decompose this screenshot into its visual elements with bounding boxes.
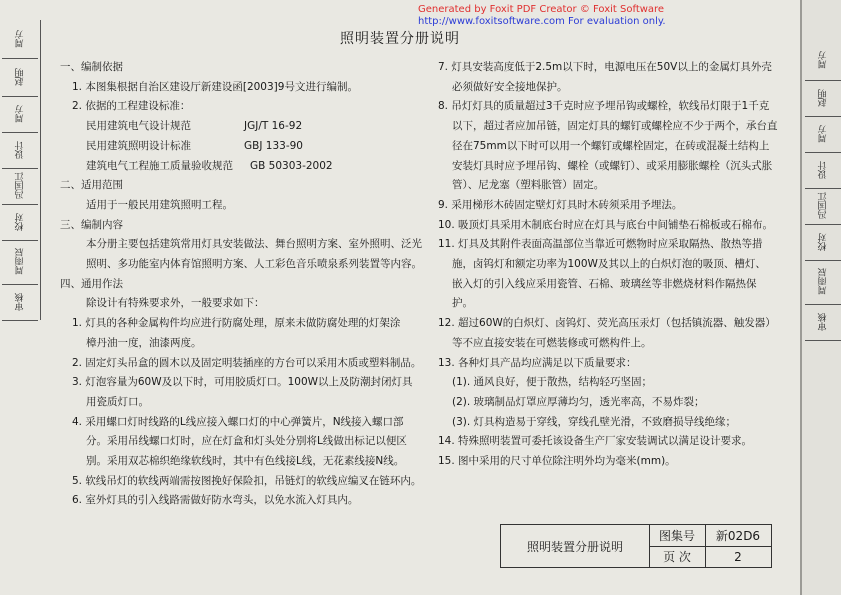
sidebar-cell: 设计	[2, 132, 38, 169]
sidebar-cell: 周雨辰	[805, 260, 841, 305]
paragraph-line: 管）、尼龙塞（塑料胀管）固定。	[452, 179, 605, 192]
list-item: 10. 吸顶灯具采用木制底台时应在灯具与底台中间铺垫石棉板或石棉布。	[438, 218, 774, 231]
paragraph-line: 分。采用吊线螺口灯时，应在灯盒和灯头处分别将L线做出标记以便区	[86, 435, 407, 448]
paragraph-line: 嵌入灯的引入线应采用瓷管、石棉、玻璃丝等非燃烧材料作隔热保	[452, 277, 757, 290]
left-column	[60, 58, 422, 511]
standard-name: 建筑电气工程施工质量验收规范	[86, 159, 233, 172]
sidebar-cell: 周方	[805, 116, 841, 153]
list-item: 3. 灯泡容量为60W及以下时，可用胶质灯口。100W以上及防潮封闭灯具	[72, 376, 413, 389]
standard-row	[60, 137, 400, 157]
title-block-name: 照明装置分册说明	[501, 525, 650, 567]
paragraph-line: 除设计有特殊要求外，一般要求如下：	[86, 297, 265, 310]
section-heading: 一、编制依据	[60, 61, 123, 73]
list-item: 5. 软线吊灯的软线两端需按图挽好保险扣，吊链灯的软线应编叉在链环内。	[72, 474, 422, 487]
section-heading: 四、通用作法	[60, 277, 123, 290]
standard-code: GB 50303-2002	[250, 159, 333, 172]
atlas-label: 图集号	[649, 525, 706, 546]
list-item: 12. 超过60W的白炽灯、卤钨灯、荧光高压汞灯（包括镇流器、触发器）	[438, 317, 776, 330]
standard-code: GBJ 133-90	[244, 139, 303, 152]
standard-code: JGJ/T 16-92	[244, 120, 303, 133]
list-item: 15. 图中采用的尺寸单位除注明外均为毫米(mm)。	[438, 455, 676, 468]
standard-row	[60, 117, 400, 137]
list-item: 1. 灯具的各种金属构件均应进行防腐处理，原来未做防腐处理的灯架涂	[72, 317, 401, 330]
paragraph-line: (1). 通风良好，便于散热，结构轻巧坚固；	[452, 376, 653, 389]
list-item: 9. 采用梯形木砖固定壁灯灯具时木砖须采用予埋法。	[438, 198, 683, 211]
list-item: 2. 固定灯头吊盒的圆木以及固定明装插座的方台可以采用木质或塑料制品。	[72, 356, 422, 369]
sidebar-cell: 周方	[805, 40, 841, 81]
sidebar-cell: 周方	[2, 20, 38, 59]
list-item: 1. 本图集根据自治区建设厅新建设函[2003]9号文进行编制。	[72, 80, 358, 93]
paragraph-line: 护。	[452, 297, 473, 310]
paragraph-line: 樟丹油一度，油漆两度。	[86, 336, 202, 349]
page-title: 照明装置分册说明	[340, 31, 460, 47]
list-item: 6. 室外灯具的引入线路需做好防水弯头，以免水流入灯具内。	[72, 494, 359, 507]
list-item: 11. 灯具及其附件表面高温部位当靠近可燃物时应采取隔热、散热等措	[438, 238, 763, 251]
section-heading: 二、适用范围	[60, 179, 123, 192]
paragraph-line: 本分册主要包括建筑常用灯具安装做法、舞台照明方案、室外照明、泛光	[86, 238, 422, 251]
standard-name: 民用建筑电气设计规范	[86, 120, 191, 133]
paragraph-line: 照明、多功能室内体育馆照明方案、人工彩色音乐喷泉系列装置等内容。	[86, 258, 422, 271]
sidebar-cell: 周雨辰	[2, 240, 38, 285]
sidebar-cell: 冯国江	[805, 188, 841, 225]
page-label: 页 次	[649, 546, 706, 567]
paragraph-line: (3). 灯具构造易于穿线，穿线孔壁光滑，不致磨损导线绝缘；	[452, 415, 737, 428]
list-item: 7. 灯具安装高度低于2.5m以下时，电源电压在50V以上的金属灯具外壳	[438, 61, 772, 73]
title-block	[500, 524, 772, 568]
standard-row	[60, 157, 400, 177]
sidebar-cell: 校对	[2, 204, 38, 241]
signature-sidebar	[0, 20, 41, 320]
sidebar-cell: 冯国江	[2, 168, 38, 205]
paragraph-line: 用瓷质灯口。	[86, 395, 149, 408]
list-item: 4. 采用螺口灯时线路的L线应接入螺口灯的中心弹簧片，N线接入螺口部	[72, 415, 404, 428]
sidebar-cell: 赵明	[2, 58, 38, 97]
sidebar-cell: 审核	[2, 284, 38, 321]
paragraph-line: 径在75mm以下时可以用一个螺钉或螺栓固定，在砖或混凝土结构上	[452, 139, 770, 152]
list-item: 8. 吊灯灯具的质量超过3千克时应予埋吊钩或螺栓，软线吊灯限于1千克	[438, 100, 770, 113]
paragraph-line: 适用于一般民用建筑照明工程。	[86, 198, 233, 211]
watermark-line2: http://www.foxitsoftware.com For evaluation only.	[418, 16, 666, 27]
sidebar-cell: 赵明	[805, 80, 841, 117]
paragraph-line: 必须做好安全接地保护。	[452, 80, 568, 93]
standard-name: 民用建筑照明设计标准	[86, 139, 191, 152]
atlas-value: 新02D6	[715, 529, 761, 543]
sidebar-cell: 校对	[805, 224, 841, 261]
paragraph-line: 等不应直接安装在可燃装修或可燃构件上。	[452, 336, 652, 349]
sidebar-cell: 设计	[805, 152, 841, 189]
sidebar-cell: 审核	[805, 304, 841, 341]
watermark	[418, 4, 666, 28]
section-heading: 三、编制内容	[60, 218, 123, 231]
watermark-line1: Generated by Foxit PDF Creator © Foxit Software	[418, 4, 665, 15]
paragraph-line: (2). 玻璃制品灯罩应厚薄均匀，透光率高，不易炸裂；	[452, 395, 705, 408]
sidebar-cell: 周方	[2, 96, 38, 133]
paragraph-line: 安装灯具时应予埋吊钩、螺栓（或螺钉）、或采用膨胀螺栓（沉头式胀	[452, 159, 773, 172]
list-item: 2. 依据的工程建设标准：	[72, 100, 191, 113]
paragraph-line: 以下，超过者应加吊链，固定灯具的螺钉或螺栓应不少于两个，承台直	[452, 120, 778, 133]
page-number: 2	[734, 549, 742, 564]
paragraph-line: 别。采用双芯棉织绝缘软线时，其中有色线接L线，无花素线接N线。	[86, 455, 405, 468]
adjacent-page-edge	[800, 0, 841, 595]
right-column	[426, 58, 776, 472]
paragraph-line: 施，卤钨灯和额定功率为100W及其以上的白炽灯泡的吸顶、槽灯、	[452, 258, 766, 271]
list-item: 14. 特殊照明装置可委托该设备生产厂家安装调试以满足设计要求。	[438, 435, 753, 448]
list-item: 13. 各种灯具产品均应满足以下质量要求：	[438, 356, 637, 369]
